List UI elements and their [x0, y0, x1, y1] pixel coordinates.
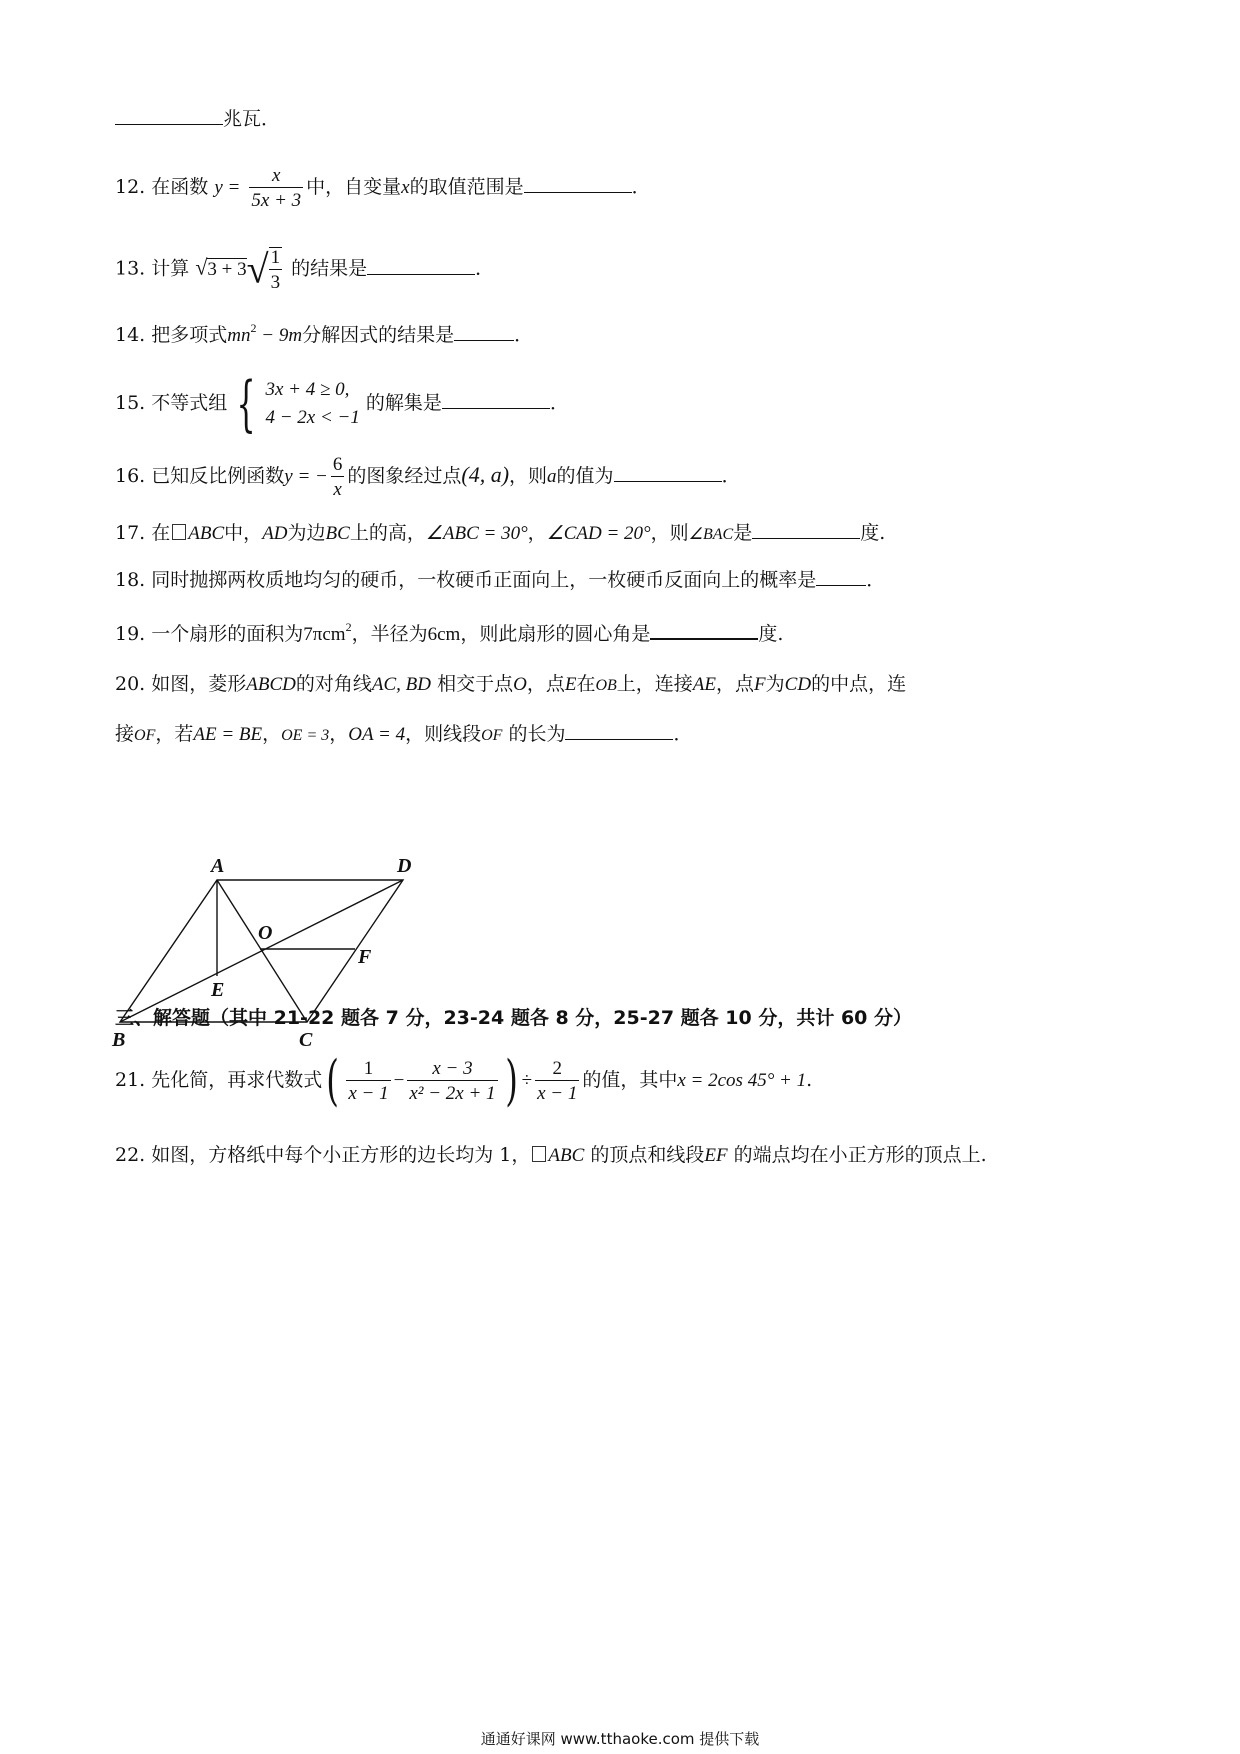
fraction: $\frac{x}{5x + 3}$ — [251, 165, 302, 211]
section-heading: 三、解答题（其中 21-22 题各 7 分，23-24 题各 8 分，25-27 题各 10 分，共计 60 分） — [115, 1007, 912, 1029]
question-20-line2: 接OF，若AE = BE，OE = 3，OA = 4，则线段OF 的长为 ． — [115, 723, 693, 745]
triangle-symbol — [532, 1146, 546, 1162]
question-13: 13. 计算 √3 + 3√ $\frac{1}{3}$ 的结果是 ． — [115, 246, 495, 293]
answer-blank — [524, 178, 632, 193]
answer-blank — [614, 467, 722, 482]
answer-blank — [650, 624, 758, 640]
footer: 通通好课网 www.tthaoke.com 提供下载 — [480, 1730, 760, 1748]
question-16: 16. 已知反比例函数y = − $\frac{6}{x}$ 的图象经过点(4, a)，则a的值为 ． — [115, 454, 741, 500]
label-b: B — [112, 1029, 126, 1051]
question-15: 15. 不等式组 { 3x + 4 ≥ 0, 4 − 2x < −1 的解集是 ． — [115, 369, 569, 439]
question-17: 17. 在 ABC中，AD为边BC上的高，∠ABC = 30°，∠CAD = 20°，则∠BAC是 度. — [115, 522, 886, 544]
question-22: 22. 如图，方格纸中每个小正方形的边长均为 1， ABC 的顶点和线段EF 的端点均在小正方形的顶点上. — [115, 1144, 987, 1166]
question-20-line1: 20. 如图，菱形ABCD的对角线AC, BD 相交于点O，点E在OB上，连接AE，点F为CD的中点，连 — [115, 673, 907, 695]
answer-blank — [565, 725, 673, 740]
question-18: 18. 同时抛掷两枚质地均匀的硬币，一枚硬币正面向上，一枚硬币反面向上的概率是 ． — [115, 569, 886, 591]
answer-blank — [367, 260, 475, 275]
triangle-symbol — [172, 524, 186, 540]
question-14: 14. 把多项式$mn^2 - 9m$分解因式的结果是 ． — [115, 321, 534, 346]
answer-blank — [752, 524, 860, 539]
answer-blank — [442, 394, 550, 409]
label-f: F — [358, 946, 372, 968]
label-o: O — [258, 922, 273, 944]
question-12: 12. 在函数 y = $\frac{x}{5x + 3}$ 中，自变量x的取值范围是 ． — [115, 165, 651, 211]
answer-blank — [115, 110, 223, 125]
answer-blank — [816, 571, 866, 586]
question-21: 21. 先化简，再求代数式( $\frac{1}{x - 1}$ − $\frac{x - 3}{\text{x² − 2x + 1}}$ ) ÷ $\frac{2}{x - 1}$ 的值，其中x = 2cos 45° + 1. — [115, 1049, 813, 1112]
label-a: A — [211, 855, 225, 877]
question-19: 19. 一个扇形的面积为7πcm$^2$，半径为6cm，则此扇形的圆心角是 度. — [115, 620, 784, 645]
label-e: E — [211, 979, 225, 1001]
label-c: C — [299, 1029, 313, 1051]
answer-blank — [454, 326, 514, 341]
label-d: D — [397, 855, 412, 877]
q11-tail: 兆瓦． — [115, 110, 280, 129]
